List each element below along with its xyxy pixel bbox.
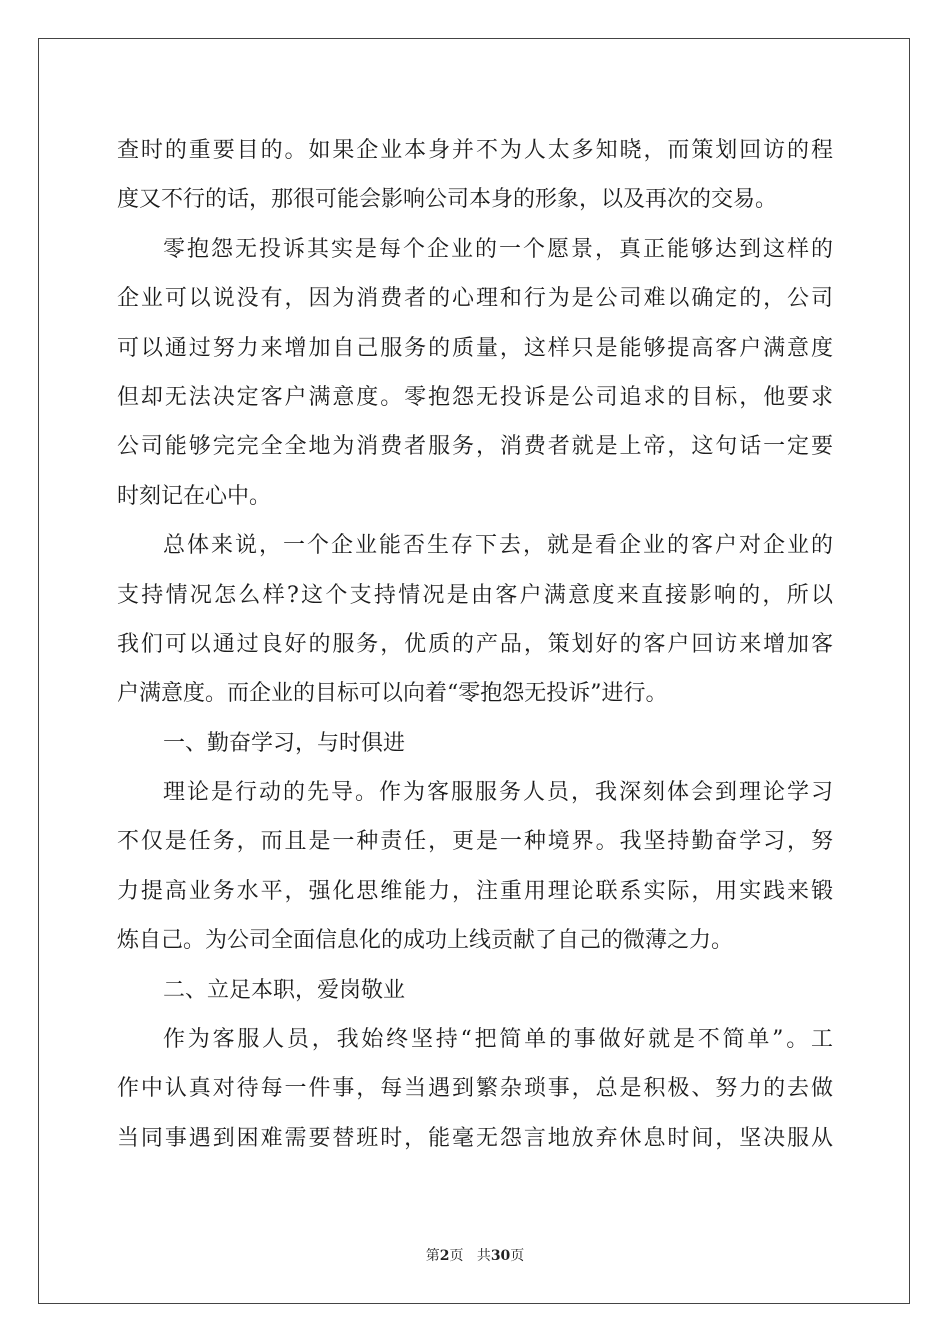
footer-prefix: 第: [425, 1248, 440, 1264]
text-line: 零抱怨无投诉其实是每个企业的一个愿景，真正能够达到这样的: [163, 236, 833, 262]
text-line: 企业可以说没有，因为消费者的心理和行为是公司难以确定的，公司: [117, 286, 833, 312]
text-line: 不仅是任务，而且是一种责任，更是一种境界。我坚持勤奋学习，努: [117, 829, 833, 855]
text-line: 支持情况怎么样?这个支持情况是由客户满意度来直接影响的，所以: [117, 582, 833, 608]
text-line: 时刻记在心中。: [117, 483, 272, 509]
document-body: [117, 126, 833, 1163]
footer-page-word: 页: [449, 1248, 464, 1264]
text-line: 但却无法决定客户满意度。零抱怨无投诉是公司追求的目标，他要求: [117, 384, 833, 410]
text-line: 炼自己。为公司全面信息化的成功上线贡献了自己的微薄之力。: [117, 928, 734, 954]
text-line: 力提高业务水平，强化思维能力，注重用理论联系实际，用实践来锻: [117, 878, 833, 904]
text-line: 我们可以通过良好的服务，优质的产品，策划好的客户回访来增加客: [117, 631, 833, 657]
footer-total-suffix: 页: [510, 1248, 525, 1264]
section-heading: 一、勤奋学习，与时俱进: [163, 730, 406, 756]
text-line: 度又不行的话，那很可能会影响公司本身的形象，以及再次的交易。: [117, 187, 778, 213]
text-line: 作中认真对待每一件事，每当遇到繁杂琐事，总是积极、努力的去做: [117, 1076, 833, 1102]
page-footer: [0, 1245, 950, 1265]
text-line: 作为客服人员，我始终坚持“把简单的事做好就是不简单”。工: [163, 1027, 833, 1053]
section-heading: 二、立足本职，爱岗敬业: [163, 977, 406, 1003]
text-line: 查时的重要目的。如果企业本身并不为人太多知晓，而策划回访的程: [117, 138, 833, 163]
text-line: 公司能够完完全全地为消费者服务，消费者就是上帝，这句话一定要: [117, 434, 833, 460]
text-line: 当同事遇到困难需要替班时，能毫无怨言地放弃休息时间，坚决服从: [117, 1125, 833, 1151]
current-page-number: 2: [439, 1248, 450, 1264]
total-pages-number: 30: [490, 1248, 511, 1264]
text-line: 理论是行动的先导。作为客服服务人员，我深刻体会到理论学习: [163, 780, 833, 806]
text-line: 可以通过努力来增加自己服务的质量，这样只是能够提高客户满意度: [117, 335, 833, 361]
text-line: 总体来说，一个企业能否生存下去，就是看企业的客户对企业的: [163, 533, 833, 559]
footer-total-prefix: 共: [476, 1248, 491, 1264]
text-line: 户满意度。而企业的目标可以向着“零抱怨无投诉”进行。: [117, 681, 668, 707]
